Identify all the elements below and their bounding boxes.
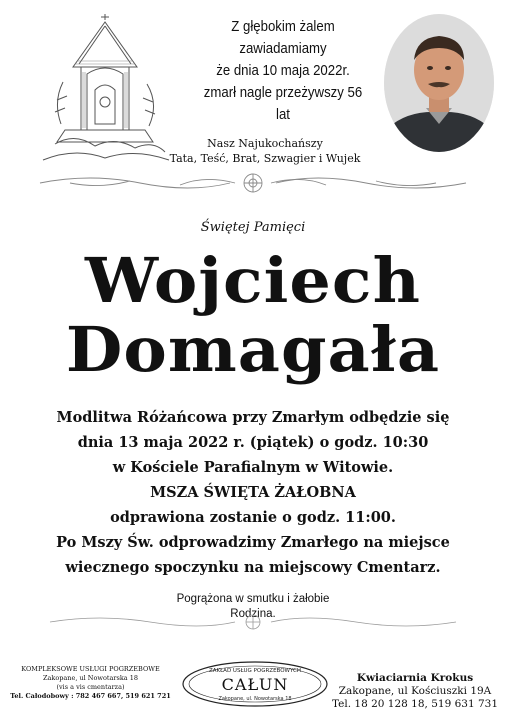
calun-logo <box>180 660 330 708</box>
family-line-2: Tata, Teść, Brat, Szwagier i Wujek <box>169 152 361 165</box>
funeral-services-info <box>8 665 173 701</box>
funeral-services-phone: Tel. Całodobowy : 782 467 667, 519 621 721 <box>10 692 171 700</box>
family-line-1: Nasz Najukochańszy <box>207 137 323 150</box>
grief-line-2: Rodzina. <box>230 608 276 620</box>
funeral-services-title: KOMPLEKSOWE USŁUGI POGRZEBOWE <box>21 665 160 673</box>
grief-line-1: Pogrążona w smutku i żałobie <box>176 593 330 605</box>
florist-phone: Tel. 18 20 128 18, 519 631 731 <box>331 698 499 710</box>
florist-name: Kwiaciarnia Krokus <box>356 672 474 684</box>
ceremony-line-4: MSZA ŚWIĘTA ŻAŁOBNA <box>150 484 356 501</box>
announcement-text <box>199 16 366 126</box>
deceased-last-name: Domagała <box>65 313 441 386</box>
logo-bottom-text: Zakopane, ul. Nowotarska 18 <box>218 696 292 702</box>
ceremony-line-6: Po Mszy Św. odprowadzimy Zmarłego na miejsce <box>56 534 450 551</box>
ceremony-details <box>0 405 506 580</box>
ceremony-line-2: dnia 13 maja 2022 r. (piątek) o godz. 10:30 <box>77 434 429 451</box>
ornament-divider-bottom <box>30 610 476 634</box>
deceased-photo <box>384 14 494 152</box>
announcement-line-3: zmarł nagle przeżywszy 56 lat <box>203 84 363 123</box>
florist-address: Zakopane, ul Kościuszki 19A <box>338 685 492 697</box>
deceased-first-name: Wojciech <box>85 244 421 317</box>
logo-top-text: ZAKŁAD USŁUG POGRZEBOWYCH <box>208 668 302 674</box>
funeral-services-note: (vis a vis cmentarza) <box>56 683 125 691</box>
ceremony-line-5: odprawiona zostanie o godz. 11:00. <box>110 509 396 526</box>
family-relations <box>165 136 365 166</box>
logo-brand: CAŁUN <box>221 675 289 694</box>
ceremony-line-7: wiecznego spoczynku na miejscowy Cmentarz. <box>65 559 441 576</box>
portrait-image <box>384 14 494 152</box>
announcement-line-2: że dnia 10 maja 2022r. <box>216 62 350 79</box>
florist-info <box>330 672 500 711</box>
ceremony-line-1: Modlitwa Różańcowa przy Zmarłym odbędzie się <box>56 409 450 426</box>
announcement-line-1: Z głębokim żalem zawiadamiamy <box>231 18 335 57</box>
shrine-illustration <box>35 12 175 164</box>
ceremony-line-3: w Kościele Parafialnym w Witowie. <box>112 459 394 476</box>
funeral-services-address: Zakopane, ul Nowotarska 18 <box>43 674 138 682</box>
memory-label: Świętej Pamięci <box>200 220 306 235</box>
ornament-divider-top <box>30 171 476 195</box>
